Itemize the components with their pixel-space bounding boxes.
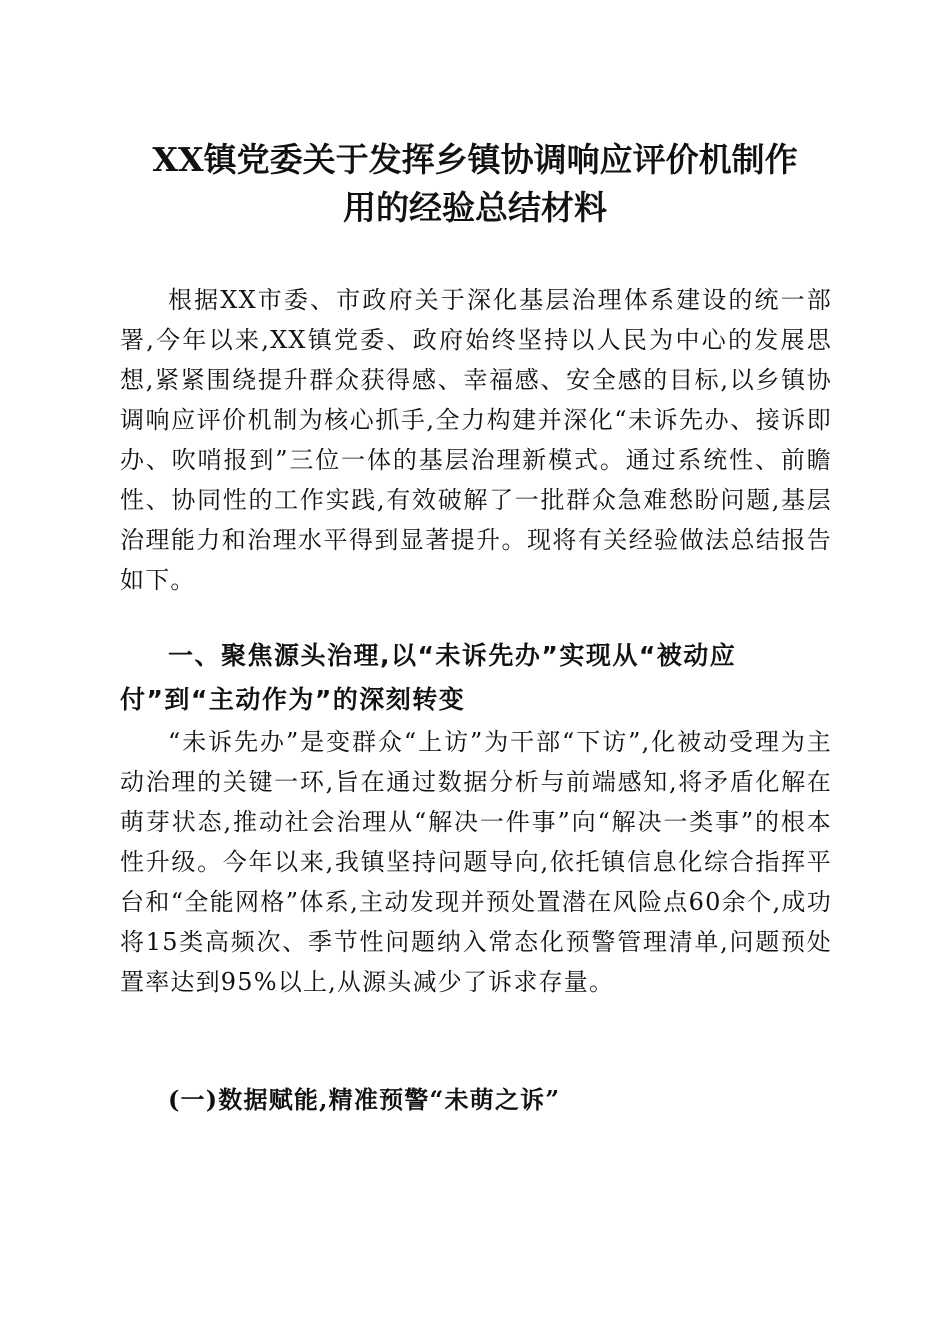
intro-paragraph: 根据XX市委、市政府关于深化基层治理体系建设的统一部署,今年以来,XX镇党委、政府始终坚持以人民为中心的发展思想,紧紧围绕提升群众获得感、幸福感、安全感的目标,以乡镇协调响应评价机制为核心抓手,全力构建并深化“未诉先办、接诉即办、吹哨报到”三位一体的基层治理新模式。通过系统性、前瞻性、协同性的工作实践,有效破解了一批群众急难愁盼问题,基层治理能力和治理水平得到显著提升。现将有关经验做法总结报告如下。 [120, 286, 832, 594]
subsection-1-heading: (一)数据赋能,精准预警“未萌之诉” [168, 1085, 561, 1114]
document-title-line-1: XX镇党委关于发挥乡镇协调响应评价机制作 [152, 140, 798, 179]
section-1-paragraph: “未诉先办”是变群众“上访”为干部“下访”,化被动受理为主动治理的关键一环,旨在通过数据分析与前端感知,将矛盾化解在萌芽状态,推动社会治理从“解决一件事”向“解决一类事”的根本性升级。今年以来,我镇坚持问题导向,依托镇信息化综合指挥平台和“全能网格”体系,主动发现并预处置潜在风险点60余个,成功将15类高频次、季节性问题纳入常态化预警管理清单,问题预处置率达到95%以上,从源头减少了诉求存量。 [120, 728, 832, 996]
section-1-heading: 一、聚焦源头治理,以“未诉先办”实现从“被动应付”到“主动作为”的深刻转变 [120, 641, 737, 714]
document-title-line-2: 用的经验总结材料 [343, 188, 607, 227]
